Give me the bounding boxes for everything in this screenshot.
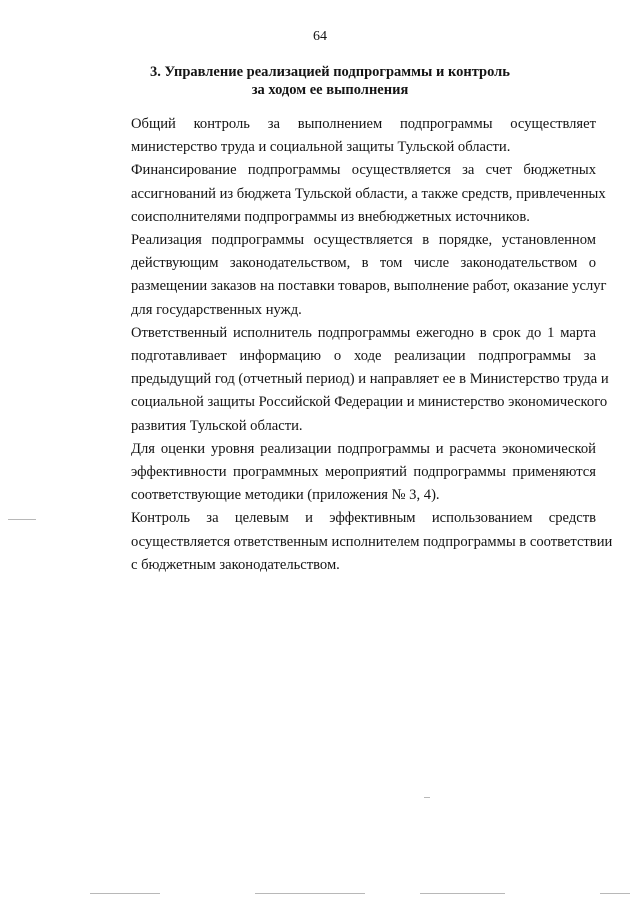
paragraph-control <box>90 113 596 159</box>
body-text <box>90 113 613 577</box>
text-line: подготавливает информацию о ходе реализации подпрограммы за <box>131 348 596 365</box>
paragraph-reporting <box>90 322 609 438</box>
section-heading-line-2: за ходом ее выполнения <box>251 82 409 98</box>
paragraph-funds-control <box>90 507 613 577</box>
text-line: Реализация подпрограммы осуществляется в порядке, установленном <box>131 232 596 249</box>
text-line: ассигнований из бюджета Тульской области, а также средств, привлеченных <box>131 185 606 202</box>
scan-artifact <box>8 519 36 520</box>
text-line: соисполнителями подпрограммы из внебюджетных источников. <box>131 208 530 225</box>
text-line: Финансирование подпрограммы осуществляется за счет бюджетных <box>131 162 596 179</box>
text-line: Контроль за целевым и эффективным использованием средств <box>131 510 596 527</box>
text-line: развития Тульской области. <box>131 417 303 434</box>
paragraph-financing <box>90 159 606 229</box>
paragraph-evaluation <box>90 438 596 508</box>
scan-artifact <box>600 893 630 894</box>
paragraph-implementation <box>90 229 607 322</box>
text-line: предыдущий год (отчетный период) и направляет ее в Министерство труда и <box>131 371 609 388</box>
text-line: министерство труда и социальной защиты Тульской области. <box>131 139 511 156</box>
page-number: 64 <box>313 29 327 44</box>
text-line: социальной защиты Российской Федерации и министерство экономического <box>131 394 608 411</box>
text-line: для государственных нужд. <box>131 301 302 318</box>
text-line: эффективности программных мероприятий подпрограммы применяются <box>131 464 596 481</box>
text-line: соответствующие методики (приложения № 3, 4). <box>131 487 440 504</box>
text-line: Ответственный исполнитель подпрограммы ежегодно в срок до 1 марта <box>131 324 596 341</box>
section-heading-line-1: 3. Управление реализацией подпрограммы и контроль <box>150 64 510 80</box>
text-line: Для оценки уровня реализации подпрограммы и расчета экономической <box>131 440 596 457</box>
scan-artifact <box>90 893 160 894</box>
text-line: осуществляется ответственным исполнителем подпрограммы в соответствии <box>131 533 613 550</box>
scan-artifact <box>424 797 430 798</box>
text-line: размещении заказов на поставки товаров, выполнение работ, оказание услуг <box>131 278 607 295</box>
text-line: действующим законодательством, в том числе законодательством о <box>131 255 596 272</box>
text-line: Общий контроль за выполнением подпрограммы осуществляет <box>131 116 596 132</box>
text-line: с бюджетным законодательством. <box>131 556 340 573</box>
section-heading <box>90 63 570 99</box>
scan-artifact <box>255 893 365 894</box>
scan-artifact <box>420 893 505 894</box>
